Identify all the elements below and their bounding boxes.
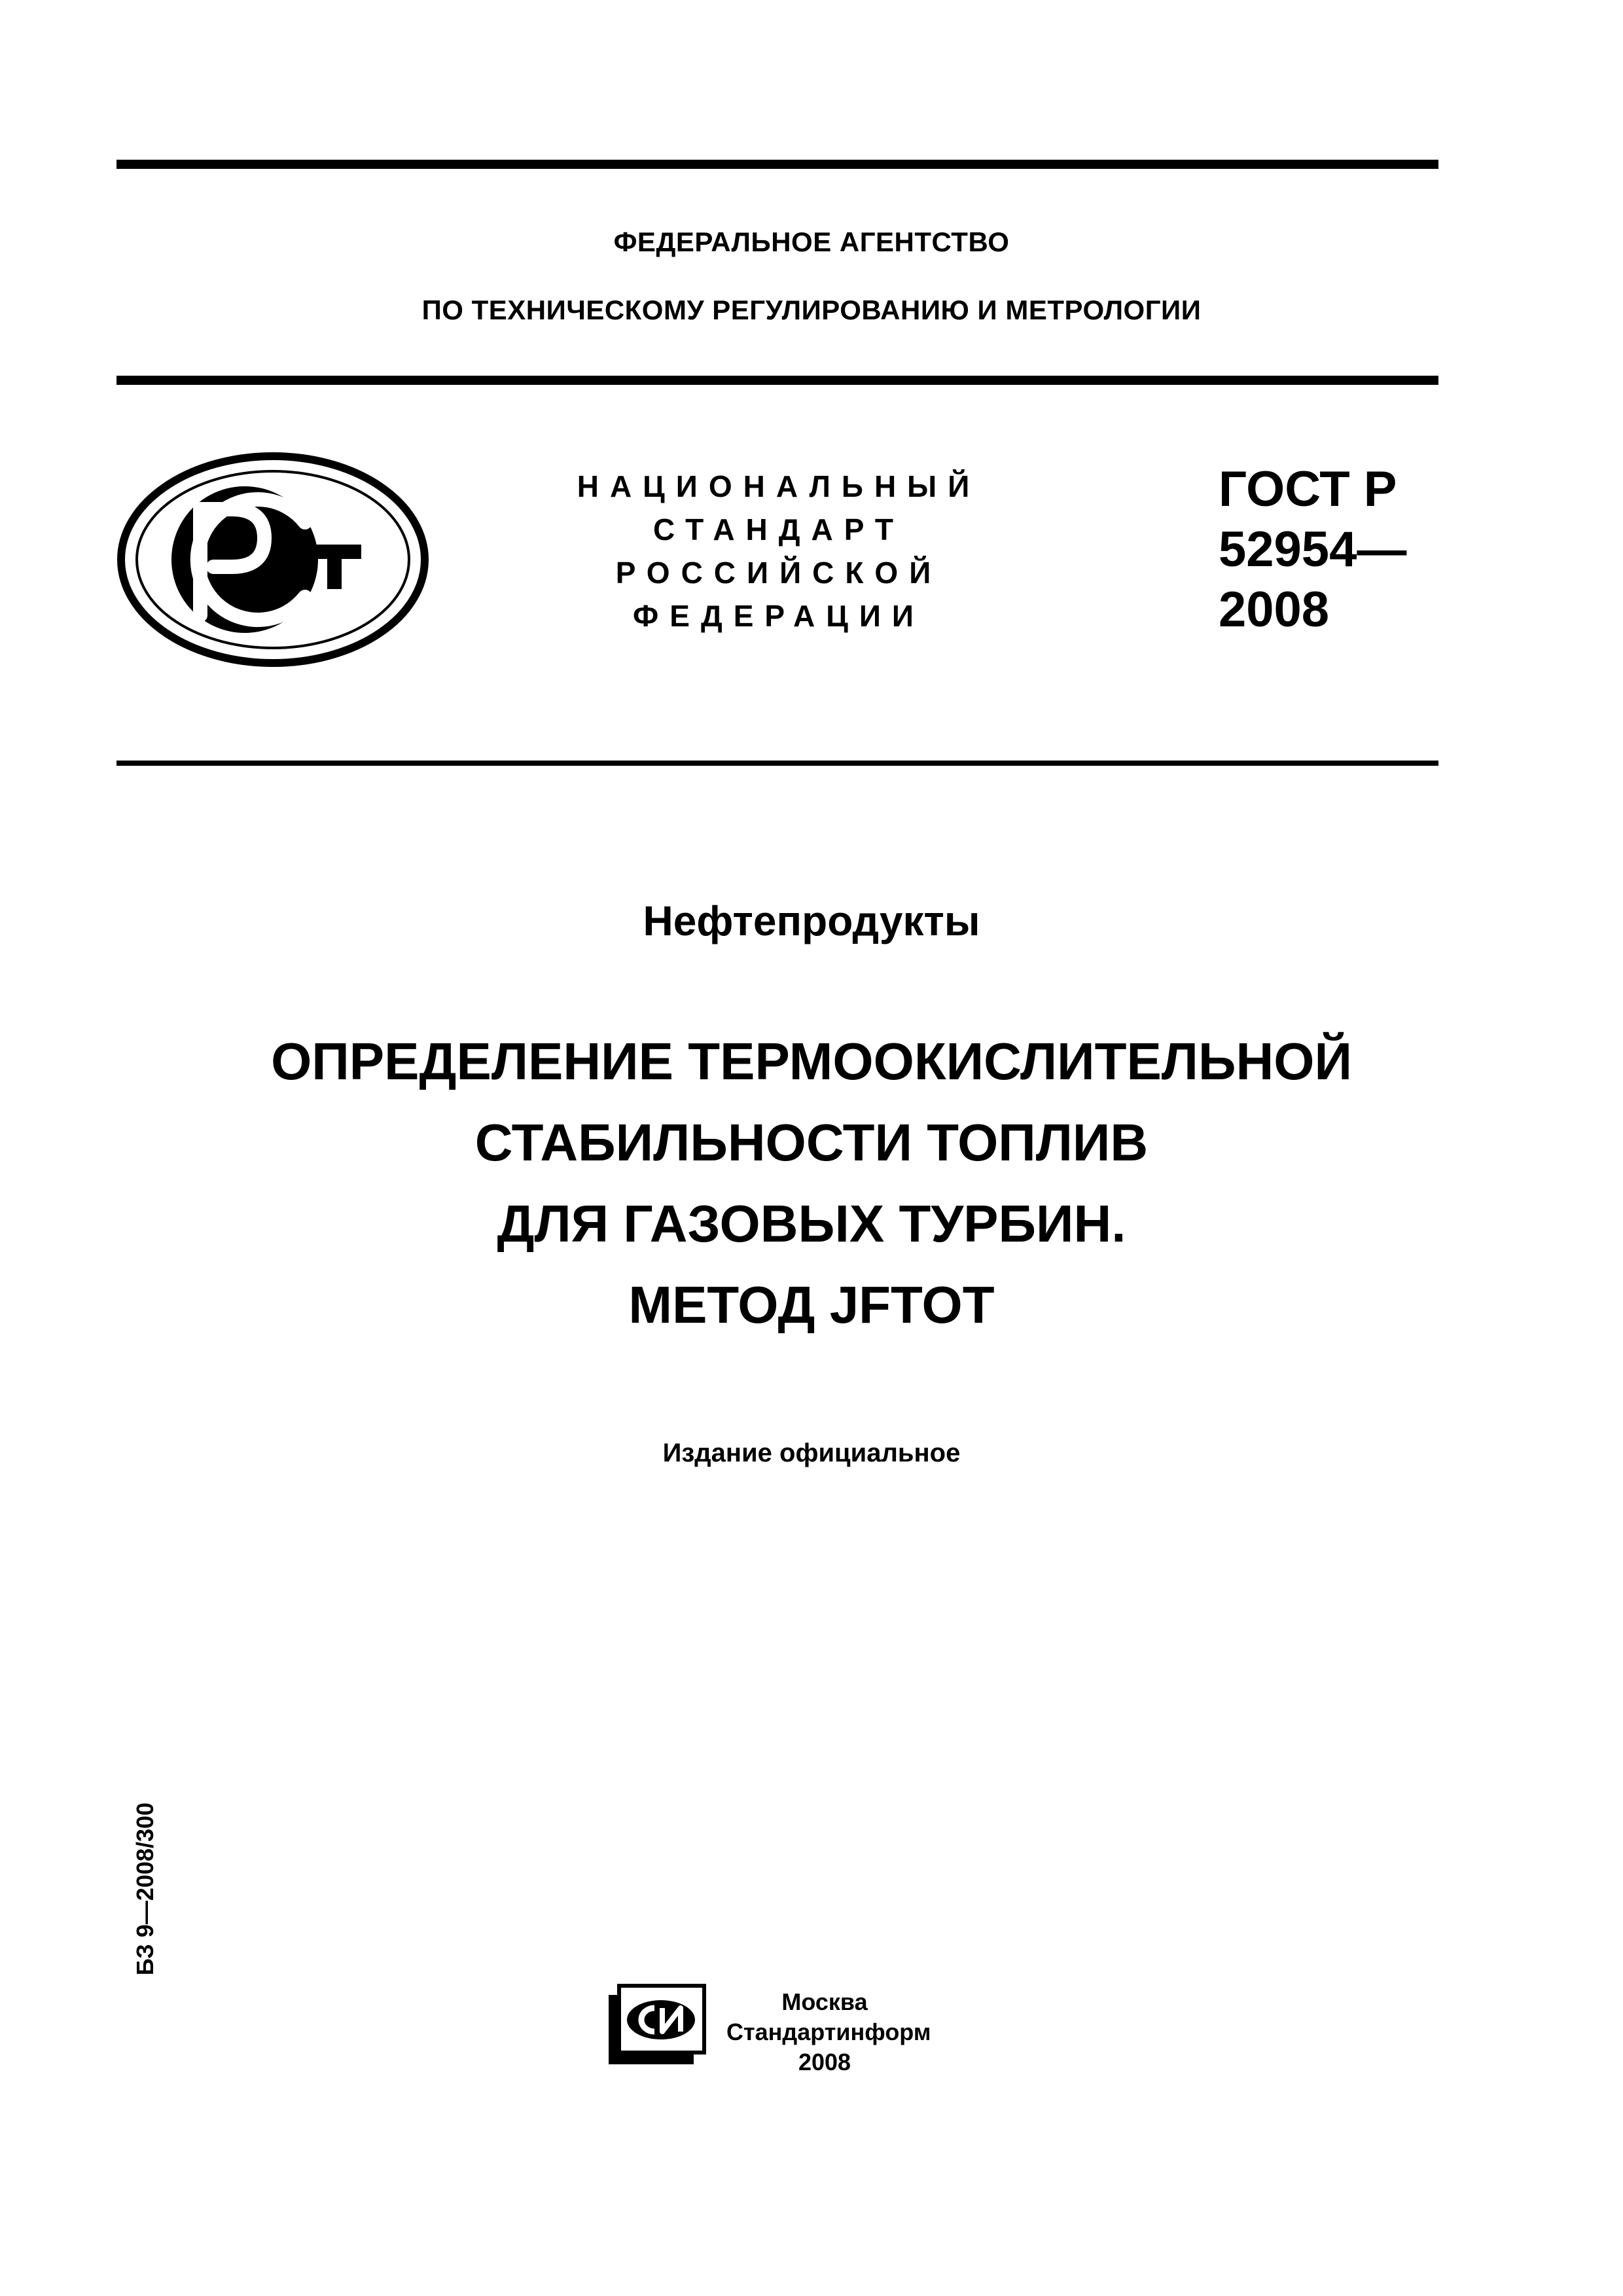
national-standard-label (543, 465, 1014, 637)
middle-rule (116, 376, 1438, 385)
document-title (0, 1021, 1623, 1346)
standartinform-logo-icon (609, 1983, 707, 2064)
imprint-line: Москва (781, 1988, 868, 2015)
national-label-line: РОССИЙСКОЙ (615, 556, 942, 590)
imprint-line: 2008 (798, 2049, 851, 2075)
document-subtitle: Нефтепродукты (643, 897, 980, 944)
title-line: ДЛЯ ГАЗОВЫХ ТУРБИН. (497, 1194, 1126, 1253)
title-line: ОПРЕДЕЛЕНИЕ ТЕРМООКИСЛИТЕЛЬНОЙ (271, 1032, 1352, 1090)
standard-code-line: 2008 (1219, 582, 1330, 637)
agency-line-2: ПО ТЕХНИЧЕСКОМУ РЕГУЛИРОВАНИЮ И МЕТРОЛОГИИ (421, 295, 1202, 325)
rst-conformity-mark-icon (116, 452, 429, 668)
standard-code-line: 52954— (1219, 522, 1407, 577)
publisher-imprint (726, 1987, 931, 2077)
edition-label: Издание официальное (662, 1439, 961, 1467)
imprint-line: Стандартинформ (726, 2018, 931, 2045)
lower-rule (116, 761, 1438, 766)
top-rule (116, 160, 1438, 169)
title-line: СТАБИЛЬНОСТИ ТОПЛИВ (474, 1113, 1149, 1172)
national-label-line: НАЦИОНАЛЬНЫЙ (577, 469, 981, 503)
national-label-line: ФЕДЕРАЦИИ (633, 599, 925, 633)
standard-code (1219, 459, 1406, 640)
national-label-line: СТАНДАРТ (653, 512, 904, 547)
title-line: МЕТОД JFTOT (628, 1276, 995, 1334)
standard-code-line: ГОСТ Р (1219, 461, 1397, 517)
catalog-code: БЗ 9—2008/300 (132, 1802, 158, 1976)
agency-line-1: ФЕДЕРАЛЬНОЕ АГЕНТСТВО (613, 226, 1010, 257)
